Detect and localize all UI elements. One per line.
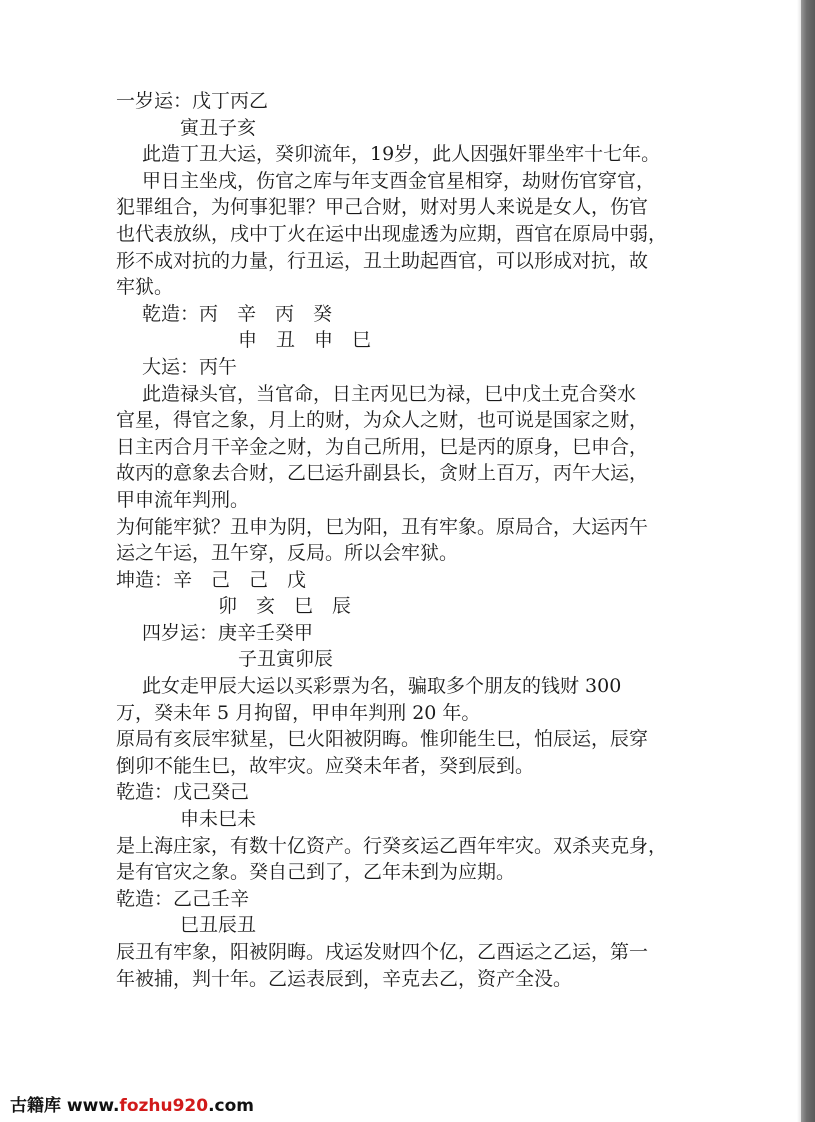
document-body — [116, 88, 696, 992]
text-line: 子丑寅卯辰 — [238, 648, 334, 671]
text-line: 运之午运，丑午穿，反局。所以会牢狱。 — [116, 542, 459, 565]
vertical-scrollbar[interactable] — [801, 0, 815, 1122]
text-line: 寅丑子亥 — [180, 116, 257, 139]
text-line: 乾造：丙 辛 丙 癸 — [142, 302, 333, 325]
text-line: 辰丑有牢象，阳被阴晦。戌运发财四个亿，乙酉运之乙运，第一 — [116, 941, 649, 963]
text-line: 甲日主坐戌，伤官之库与年支酉金官星相穿，劫财伤官穿官， — [142, 169, 656, 192]
text-line: 倒卯不能生巳，故牢灾。应癸未年者，癸到辰到。 — [116, 754, 535, 777]
text-line: 原局有亥辰牢狱星，巳火阳被阴晦。惟卯能生巳，怕辰运，辰穿 — [116, 728, 649, 751]
footer-url-highlight: fozhu920 — [119, 1096, 209, 1116]
text-line: 此造丁丑大运，癸卯流年，19岁，此人因强奸罪坐牢十七年。 — [142, 143, 661, 166]
text-line: 坤造：辛 己 己 戊 — [116, 568, 307, 591]
text-line: 乾造：戊己癸己 — [116, 781, 250, 804]
text-line: 申 丑 申 巳 — [238, 329, 372, 352]
text-line: 一岁运：戊丁丙乙 — [116, 90, 269, 112]
text-line: 巳丑辰丑 — [180, 914, 257, 937]
text-line: 日主丙合月干辛金之财，为自己所用，巳是丙的原身，巳申合， — [116, 435, 649, 458]
text-line: 官星，得官之象，月上的财，为众人之财，也可说是国家之财， — [116, 409, 649, 432]
text-line: 牢狱。 — [116, 276, 174, 299]
footer-brand: 古籍库 — [10, 1096, 61, 1116]
text-line: 是有官灾之象。癸自己到了，乙年未到为应期。 — [116, 861, 516, 884]
text-line: 为何能牢狱？丑申为阴，巳为阳，丑有牢象。原局合，大运丙午 — [116, 515, 649, 538]
text-line: 年被捕，判十年。乙运表辰到，辛克去乙，资产全没。 — [116, 967, 573, 990]
text-line: 甲申流年判刑。 — [116, 488, 250, 511]
footer-url[interactable] — [67, 1096, 254, 1116]
footer-url-suffix: .com — [208, 1096, 255, 1116]
text-line: 此造禄头官，当官命，日主丙见巳为禄，巳中戊土克合癸水 — [142, 382, 637, 405]
text-line: 申未巳未 — [180, 808, 257, 831]
text-line: 此女走甲辰大运以买彩票为名，骗取多个朋友的钱财 300 — [142, 675, 622, 698]
text-line: 四岁运：庚辛壬癸甲 — [142, 621, 314, 644]
footer-watermark — [10, 1091, 254, 1116]
text-line: 万，癸未年 5 月拘留，甲申年判刑 20 年。 — [116, 701, 481, 724]
text-line: 故丙的意象去合财，乙巳运升副县长，贪财上百万，丙午大运， — [116, 462, 649, 485]
text-line: 犯罪组合，为何事犯罪？甲己合财，财对男人来说是女人，伤官 — [116, 196, 649, 219]
text-line: 是上海庄家，有数十亿资产。行癸亥运乙酉年牢灾。双杀夹克身， — [116, 834, 668, 857]
text-line: 卯 亥 巳 辰 — [218, 595, 352, 618]
text-line: 乾造：乙己壬辛 — [116, 887, 250, 910]
text-line: 大运：丙午 — [142, 355, 238, 378]
text-line: 形不成对抗的力量，行丑运，丑土助起酉官，可以形成对抗，故 — [116, 249, 649, 272]
text-line: 也代表放纵，戌中丁火在运中出现虚透为应期，酉官在原局中弱， — [116, 222, 668, 245]
footer-url-prefix: www. — [66, 1096, 120, 1116]
